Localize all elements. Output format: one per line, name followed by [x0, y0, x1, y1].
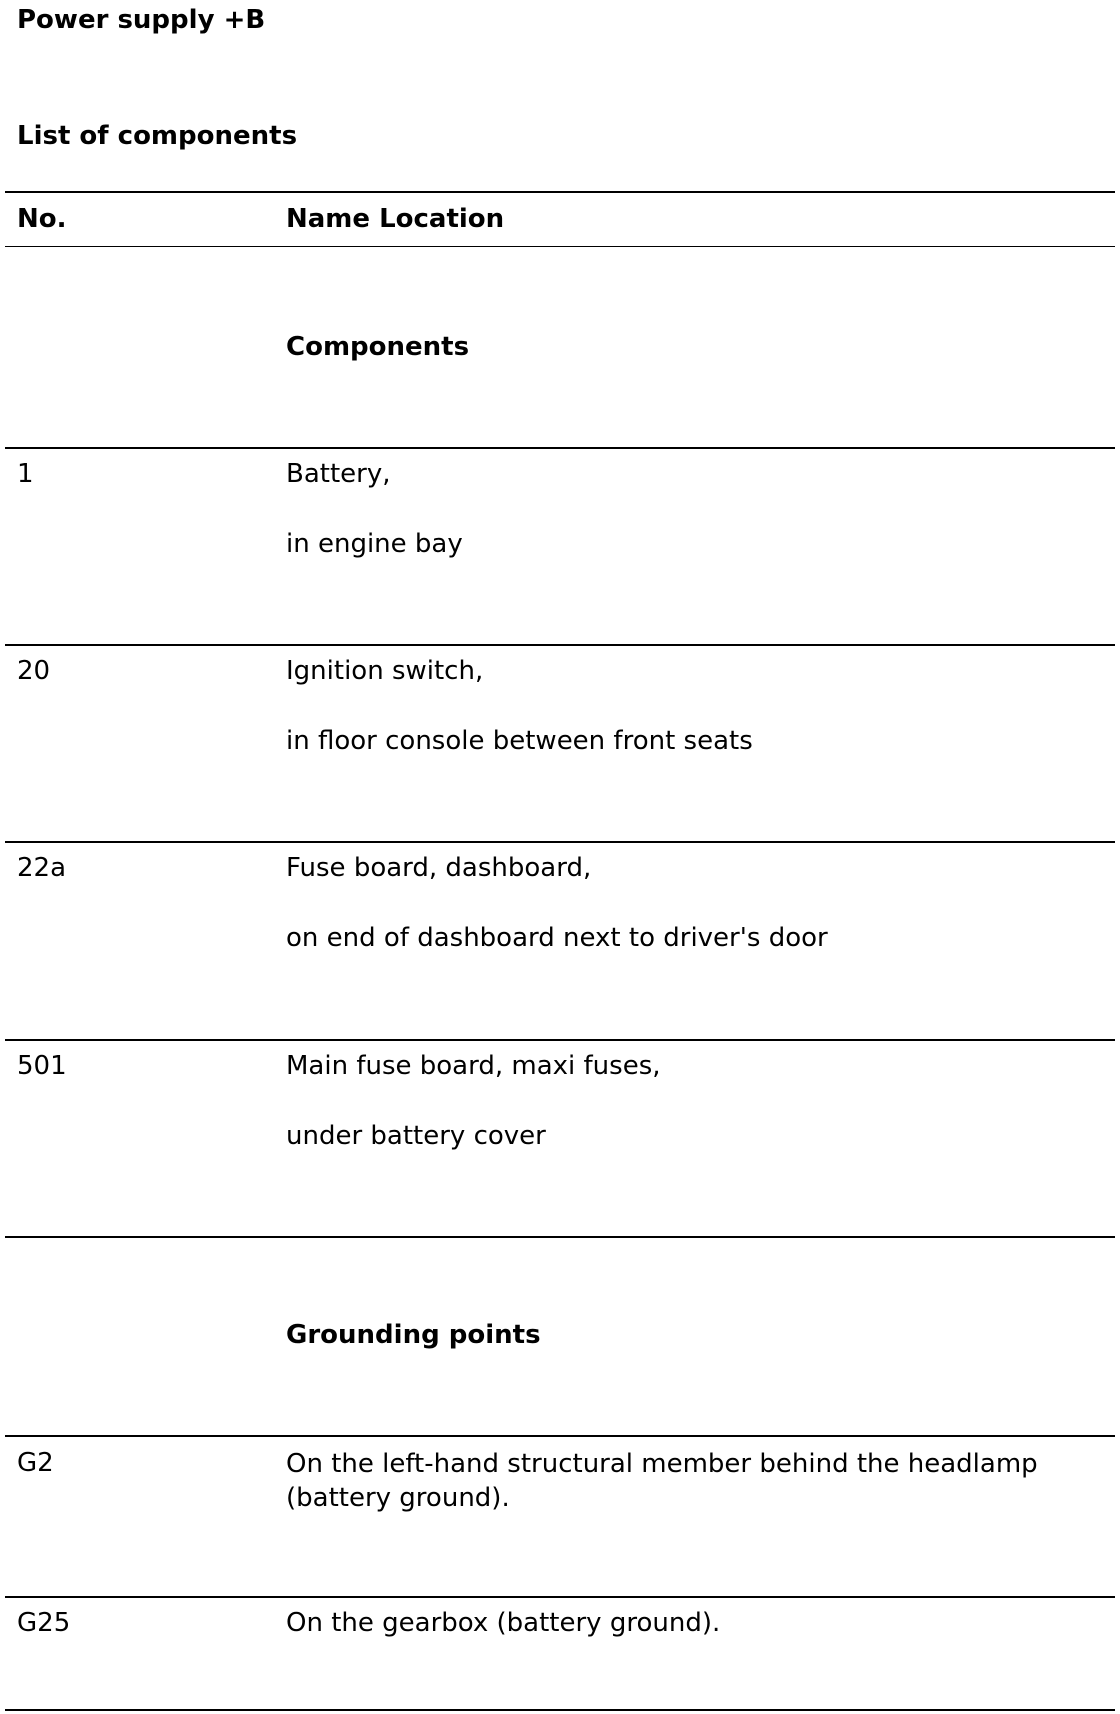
row-number: 20	[17, 656, 51, 686]
table-bottom-rule	[5, 1709, 1115, 1711]
section-heading-components: Components	[286, 332, 470, 362]
row-number: 1	[17, 459, 34, 489]
component-location: under battery cover	[286, 1121, 546, 1151]
table-top-rule	[5, 191, 1115, 193]
header-bottom-rule	[5, 246, 1115, 247]
component-location: in engine bay	[286, 529, 463, 559]
component-name: Main fuse board, maxi fuses,	[286, 1051, 661, 1081]
column-header-no: No.	[17, 204, 67, 234]
component-name: Fuse board, dashboard,	[286, 853, 592, 883]
row-divider	[5, 644, 1115, 646]
row-number: G2	[17, 1448, 54, 1478]
component-name: Ignition switch,	[286, 656, 484, 686]
document-title: Power supply +B	[17, 5, 266, 35]
grounding-point-description: On the gearbox (battery ground).	[286, 1608, 721, 1638]
row-divider	[5, 447, 1115, 449]
grounding-point-description: On the left-hand structural member behind the headlamp (battery ground).	[286, 1449, 1038, 1513]
column-header-name-location: Name Location	[286, 204, 505, 234]
row-divider	[5, 1596, 1115, 1598]
row-number: 22a	[17, 853, 67, 883]
row-divider	[5, 1236, 1115, 1238]
component-location: on end of dashboard next to driver's door	[286, 923, 828, 953]
row-number: 501	[17, 1051, 67, 1081]
component-location: in floor console between front seats	[286, 726, 753, 756]
component-name: Battery,	[286, 459, 391, 489]
row-divider	[5, 841, 1115, 843]
row-divider	[5, 1435, 1115, 1437]
section-heading-grounding-points: Grounding points	[286, 1320, 541, 1350]
document-subtitle: List of components	[17, 121, 298, 151]
row-number: G25	[17, 1608, 71, 1638]
row-divider	[5, 1039, 1115, 1041]
